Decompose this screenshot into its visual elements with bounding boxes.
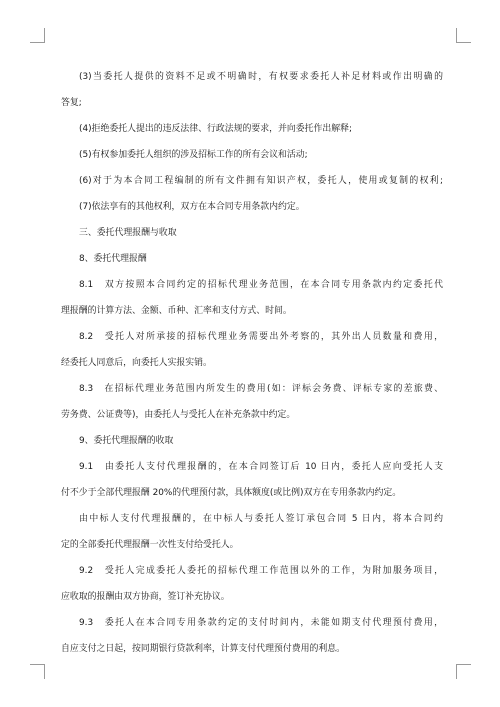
text-line: 应收取的报酬由双方协商，签订补充协议。 — [61, 592, 230, 602]
text-line: 答复; — [61, 98, 82, 108]
text-line: 9.2 受托人完成委托人委托的招标代理工作范围以外的工作，为附加服务项目， — [79, 566, 443, 576]
text-line: 劳务费、公证费等)，由委托人与受托人在补充条款中约定。 — [61, 410, 296, 420]
text-line: 定的全部委托代理报酬一次性支付给受托人。 — [61, 540, 239, 550]
text-line: 8.2 受托人对所承接的招标代理业务需要出外考察的，其外出人员数量和费用， — [79, 332, 443, 342]
text-line: (7)依法享有的其他权利，双方在本合同专用条款内约定。 — [79, 202, 305, 212]
text-line: 付不少于全部代理报酬 20%的代理预付款，具体额度(或比例)双方在专用条款内约定。 — [61, 488, 402, 498]
document-body — [61, 64, 443, 662]
section-heading: 三、委托代理报酬与收取 — [79, 228, 177, 238]
crop-mark-bottom-right — [456, 664, 471, 679]
subsection-heading: 8、委托代理报酬 — [79, 254, 147, 264]
text-line: (6)对于为本合同工程编制的所有文件拥有知识产权，委托人，使用或复制的权利; — [79, 176, 443, 186]
text-line: 自应支付之日起，按同期银行贷款利率，计算支付代理预付费用的利息。 — [61, 644, 345, 654]
text-line: (3)当委托人提供的资料不足或不明确时，有权要求委托人补足材料或作出明确的 — [79, 72, 443, 82]
text-line: (4)拒绝委托人提出的违反法律、行政法规的要求，并向委托作出解释; — [79, 124, 352, 134]
text-line: 8.3 在招标代理业务范围内所发生的费用(如：评标会务费、评标专家的差旅费、 — [79, 384, 443, 394]
crop-mark-top-left — [30, 28, 45, 43]
text-line: 由中标人支付代理报酬的，在中标人与委托人签订承包合同 5 日内，将本合同约 — [79, 514, 443, 524]
subsection-heading: 9、委托代理报酬的收取 — [79, 436, 174, 446]
crop-mark-top-right — [456, 28, 471, 43]
text-line: 9.1 由委托人支付代理报酬的，在本合同签订后 10 日内，委托人应向受托人支 — [79, 462, 443, 472]
text-line: 9.3 委托人在本合同专用条款约定的支付时间内，未能如期支付代理预付费用， — [79, 618, 443, 628]
text-line: 理报酬的计算方法、金额、币种、汇率和支付方式、时间。 — [61, 306, 292, 316]
text-line: (5)有权参加委托人组织的涉及招标工作的所有会议和活动; — [79, 150, 308, 160]
text-line: 8.1 双方按照本合同约定的招标代理业务范围，在本合同专用条款内约定委托代 — [79, 280, 443, 290]
text-line: 经委托人同意后，向委托人实报实销。 — [61, 358, 212, 368]
crop-mark-bottom-left — [30, 664, 45, 679]
